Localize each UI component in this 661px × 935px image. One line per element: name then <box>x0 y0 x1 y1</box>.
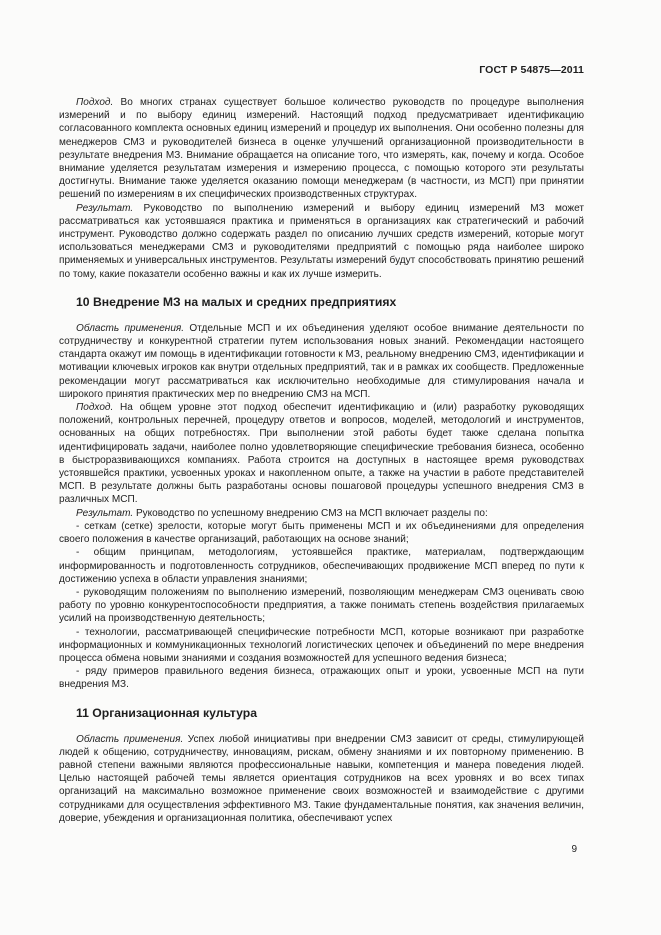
s10-approach-lead: Подход. <box>76 402 114 414</box>
list-item: - сеткам (сетке) зрелости, которые могут быть применены МСП и их объединениями для определения своего положения в качестве организаций, работающих на основе знаний; <box>59 520 584 546</box>
s9-result-text: Руководство по выполнению измерений и выбору единиц измерений МЗ может рассматриваться как устоявшаяся практика и применяться в организациях как стратегический и рабочий инструмент. Руководство должно содержать раздел по описанию лучших средств измерений, которые могут использоваться менеджерами СМЗ и руководителями предприятий с помощью ряда наиболее широко применяемых и универсальных инструментов. Результаты измерений будут способствовать принятию решений по тому, какие показатели особенно важны и как их лучше измерить. <box>59 202 584 280</box>
s10-approach-paragraph <box>59 401 584 507</box>
s10-result-paragraph <box>59 507 584 520</box>
section-11-heading: 11 Организационная культура <box>76 705 257 720</box>
list-item: - общим принципам, методологиям, устоявшейся практике, материалам, подтверждающим информированность и подготовленность сотрудников, обеспечивающих продвижение МСП вперед по пути к достижению успеха в области управления знаниями; <box>59 547 584 585</box>
list-item: - ряду примеров правильного ведения бизнеса, отражающих опыт и уроки, усвоенные МСП на пути внедрения МЗ. <box>59 666 584 691</box>
s9-result-paragraph <box>59 202 584 281</box>
list-item: - технологии, рассматривающей специфические потребности МСП, которые возникают при разработке информационных и коммуникационных технологий логистических цепочек и объединений по мере внедрения процесса обмена новыми знаниями и создания возможностей для успешного ведения бизнеса; <box>59 626 584 664</box>
s10-scope-text: Отдельные МСП и их объединения уделяют особое внимание деятельности по сотрудничеству и конкурентной стратегии путем использования новых знаний. Рекомендации настоящего стандарта окажут им помощь в идентификации готовности к МЗ, реальному внедрению СМЗ, идентификации и мотивации ключевых игроков как внутри отдельных предприятий, так и в рамках их сообществ. Предложенные рекомендации могут рассматриваться как исключительно необходимые для стимулирования начала и широкого принятия практических мер по внедрению СМЗ на МСП. <box>59 322 584 400</box>
page-number: 9 <box>571 844 577 855</box>
section-10-heading: 10 Внедрение МЗ на малых и средних предприятиях <box>76 294 397 309</box>
document-header: ГОСТ Р 54875—2011 <box>479 64 584 76</box>
page-content <box>59 96 584 825</box>
s9-result-lead: Результат. <box>76 202 134 214</box>
s10-scope-paragraph <box>59 322 584 401</box>
s11-scope-paragraph <box>59 733 584 825</box>
s11-scope-lead: Область применения. <box>76 733 184 745</box>
s9-approach-text: Во многих странах существует большое количество руководств по процедуре выполнения измерений и по выбору единиц измерений. Настоящий подход предусматривает идентификацию согласованного комплекта основных единиц измерений и процедур их выполнения. Они особенно полезны для менеджеров СМЗ и руководителей бизнеса в оценке улучшений организационной производительности в результате внедрения МЗ. Внимание обращается на описание того, что измерять, как, почему и когда. Особое внимание уделяется результатам измерения и измерению процесса, с помощью которого эти результаты достигнуты. Внимание также уделяется оказанию помощи менеджерам (в частности, из МСП) при принятии решений по измерениям в их специфических производственных структурах. <box>59 97 584 201</box>
s9-approach-lead: Подход. <box>76 97 114 108</box>
s10-approach-text: На общем уровне этот подход обеспечит идентификацию и (или) разработку руководящих положений, контрольных перечней, процедуру ответов и вопросов, моделей, методологий и инструментов, основанных на общих потребностях. При выполнении этой работы будет также сделана попытка идентифицировать задачи, наиболее полно удовлетворяющие специфические требования бизнеса, особенно в быстроразвивающихся компаниях. Работа строится на доступных в настоящее время руководствах устоявшейся практики, усвоенных уроках и накопленном опыте, а также на участии в работе представителей МСП. В результате должны быть разработаны основы пошаговой процедуры успешного внедрения СМЗ в различных МСП. <box>59 402 584 506</box>
s11-scope-text: Успех любой инициативы при внедрении СМЗ зависит от среды, стимулирующей людей к общению, сотрудничеству, инновациям, рискам, обмену знаниями и их повторному применению. В равной степени важными являются профессиональные навыки, компетенция и манера поведения людей. Целью настоящей рабочей темы является ориентация сотрудников на всех уровнях и во всех типах организаций на максимально возможное применение своих возможностей и взаимодействие с другими сотрудниками для осуществления эффективного МЗ. Такие фундаментальные понятия, как значения величин, доверие, убеждения и организационная политика, обеспечивают успех <box>59 733 584 824</box>
s10-scope-lead: Область применения. <box>76 322 185 334</box>
s10-result-text: Руководство по успешному внедрению СМЗ на МСП включает разделы по: <box>135 507 488 519</box>
list-item: - руководящим положениям по выполнению измерений, позволяющим менеджерам СМЗ оценивать свою работу по уровню конкурентоспособности предприятия, а также понимать степень воздействия прилагаемых усилий на производственную деятельность; <box>59 586 584 625</box>
s9-approach-paragraph <box>59 96 584 202</box>
s10-result-lead: Результат. <box>76 507 134 519</box>
